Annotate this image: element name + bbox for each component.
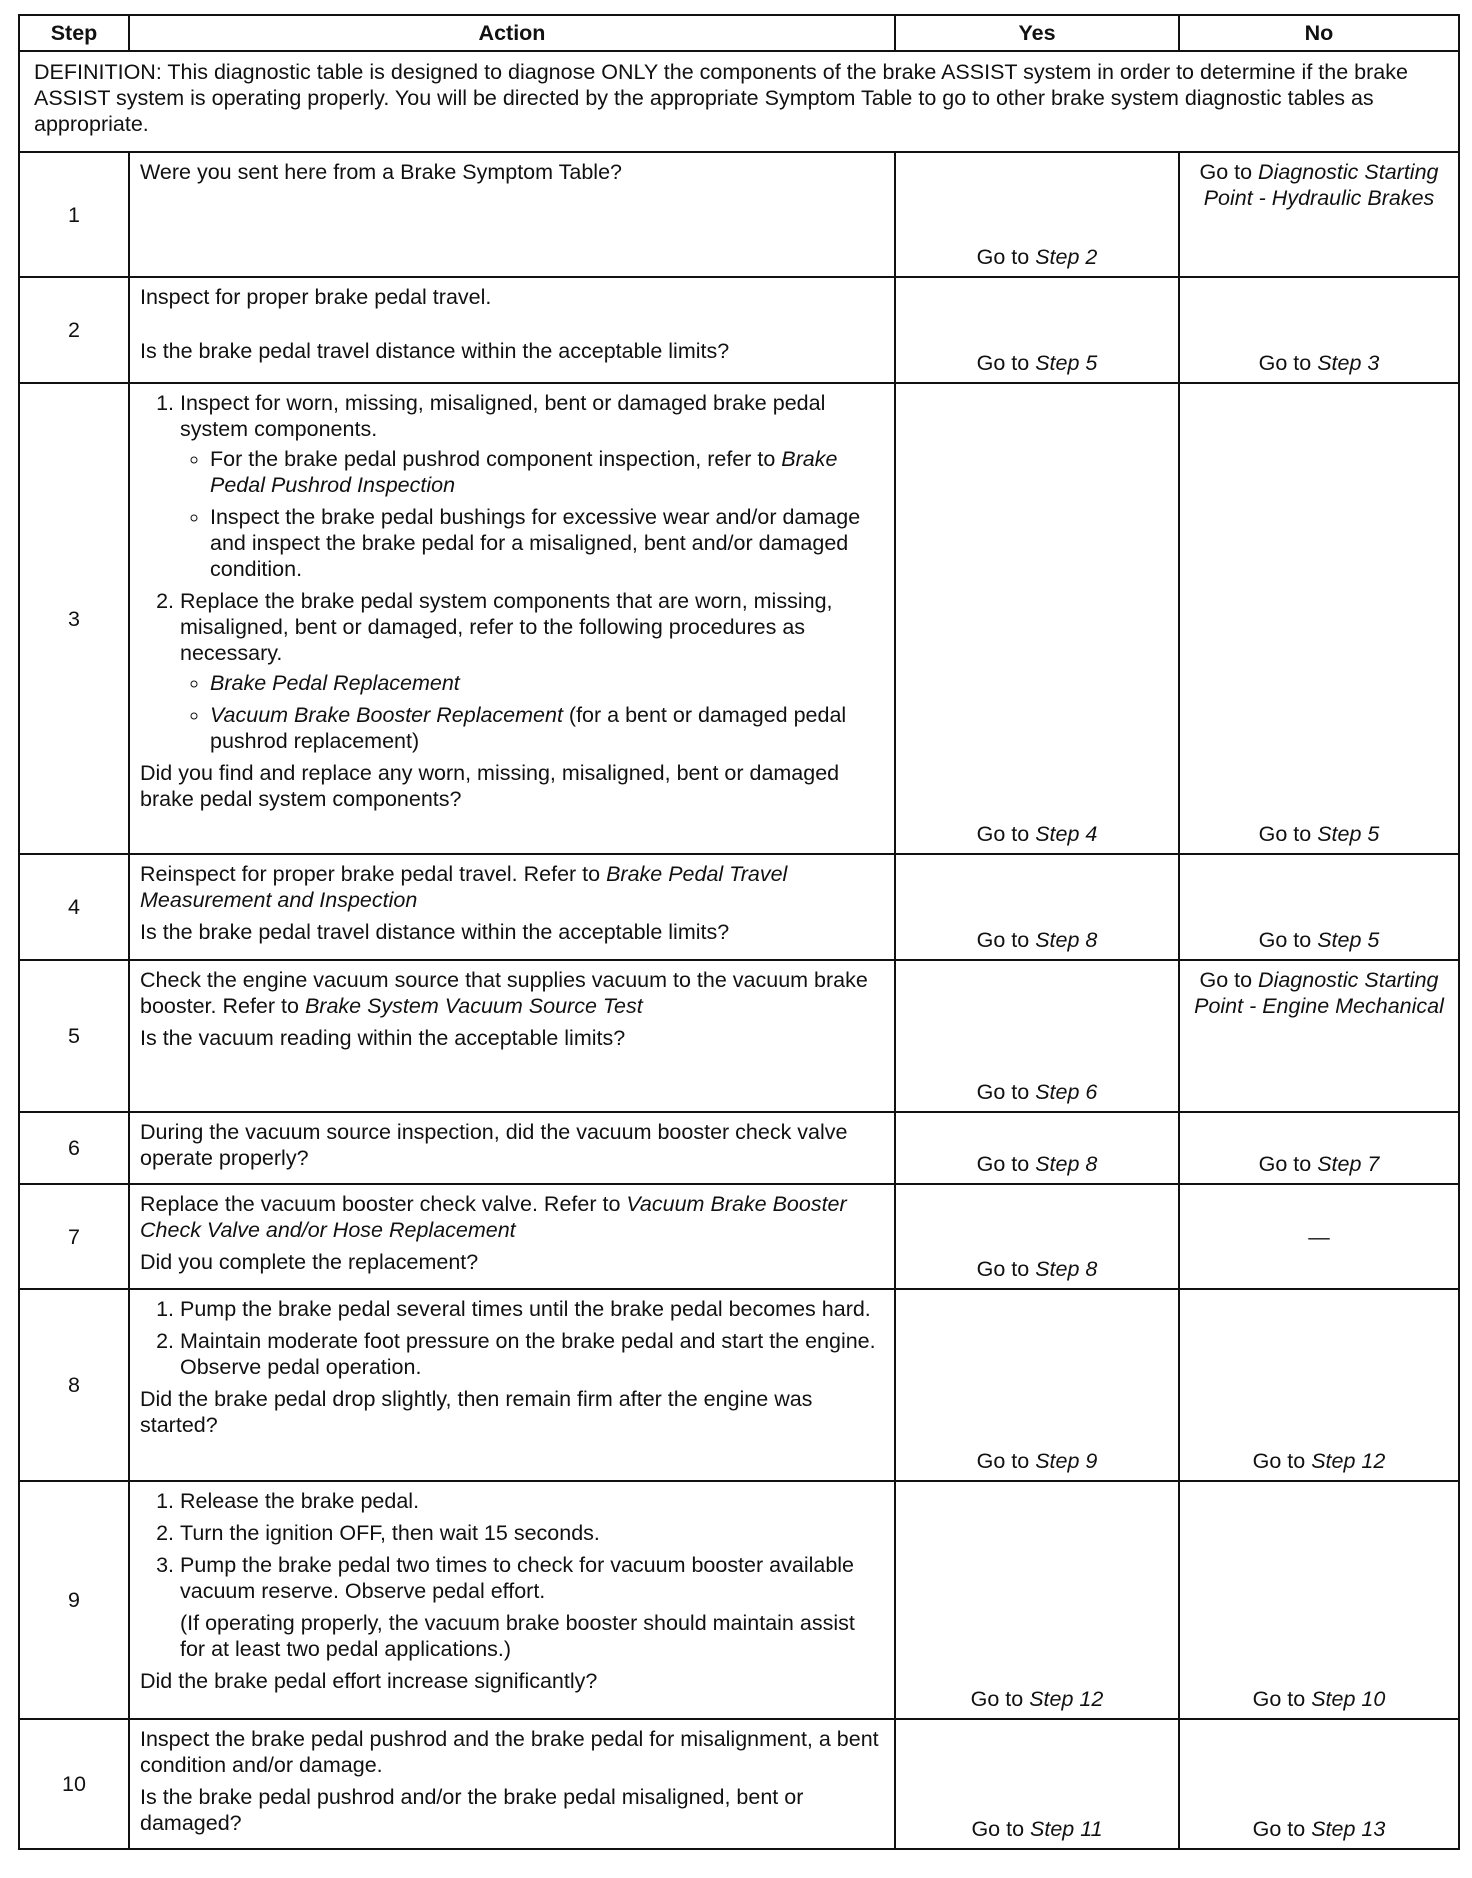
list-item: 2. Turn the ignition OFF, then wait 15 seconds. [180,1520,884,1546]
action [129,1184,895,1289]
yes-link[interactable]: Step 9 [1035,1449,1098,1473]
no-link[interactable]: Step 13 [1311,1817,1386,1841]
yes-cell: Go to Step 2 [895,152,1179,277]
action [129,1719,895,1849]
link[interactable]: Brake Pedal Replacement [210,671,460,695]
yes-cell: Go to Step 11 [895,1719,1179,1849]
link[interactable]: Brake System Vacuum Source Test [304,994,643,1018]
table-row [19,383,1459,854]
action-text: Inspect the brake pedal pushrod and the brake pedal for misalignment, a bent condition and/or damage. [140,1727,879,1777]
table-row [19,1112,1459,1184]
yes-link[interactable]: Step 6 [1035,1080,1098,1104]
step-number: 1 [19,152,129,277]
yes-link[interactable]: Step 4 [1035,822,1098,846]
no-link[interactable]: Step 7 [1317,1152,1380,1176]
yes-cell: Go to Step 12 [895,1481,1179,1719]
step-number: 10 [19,1719,129,1849]
step-number: 9 [19,1481,129,1719]
step-number: 2 [19,277,129,383]
no-cell: Go to Step 12 [1179,1289,1459,1481]
no-cell: Go to Step 5 [1179,854,1459,960]
step-number: 6 [19,1112,129,1184]
note: (If operating properly, the vacuum brake booster should maintain assist for at least two pedal applications.) [180,1611,855,1661]
question: Were you sent here from a Brake Symptom Table? [140,160,622,184]
question: Did you complete the replacement? [140,1250,479,1274]
list-item [210,670,884,696]
no-link[interactable]: Step 10 [1311,1687,1386,1711]
action [129,152,895,277]
steps-list [140,1488,884,1662]
list-item: ◦ Inspect the brake pedal bushings for excessive wear and/or damage and inspect the brake pedal for a misaligned, bent and/or damaged condition. [210,504,884,582]
definition: DEFINITION: This diagnostic table is designed to diagnose ONLY the components of the brake ASSIST system in order to determine if the brake ASSIST system is operating properly. You will be directed by the appropriate Symptom Table to go to other brake system diagnostic tables as appropriate. [19,51,1459,152]
step-number: 3 [19,383,129,854]
yes-link[interactable]: Step 2 [1035,245,1098,269]
question: During the vacuum source inspection, did the vacuum booster check valve operate properly? [140,1120,848,1170]
question: Did the brake pedal drop slightly, then remain firm after the engine was started? [140,1387,813,1437]
step-number: 5 [19,960,129,1112]
yes-cell: Go to Step 5 [895,277,1179,383]
table-row [19,152,1459,277]
header-step: Step [19,15,129,51]
list-item: ◦ For the brake pedal pushrod component inspection, refer to Brake Pedal Pushrod Inspection [210,446,884,498]
action [129,960,895,1112]
yes-cell: Go to Step 8 [895,1112,1179,1184]
table-row [19,1719,1459,1849]
action [129,277,895,383]
link[interactable]: Vacuum Brake Booster Check Valve and/or Hose Replacement [140,1192,847,1242]
list-item: 3. Pump the brake pedal two times to check for vacuum booster available vacuum reserve. Observe pedal effort. (If operating properly, the vacuum brake booster should maintain assist for at least two pedal applications.) [180,1552,884,1662]
step-number: 4 [19,854,129,960]
question: Did you find and replace any worn, missing, misaligned, bent or damaged brake pedal system components? [140,761,840,811]
definition-row [19,51,1459,152]
action [129,1112,895,1184]
step-number: 7 [19,1184,129,1289]
yes-cell: Go to Step 9 [895,1289,1179,1481]
yes-cell: Go to Step 4 [895,383,1179,854]
yes-link[interactable]: Step 11 [1030,1817,1103,1841]
action-text: Reinspect for proper brake pedal travel. Refer to Brake Pedal Travel Measurement and Inspection [140,862,788,912]
action-text: Check the engine vacuum source that supplies vacuum to the vacuum brake booster. Refer to Brake System Vacuum Source Test [140,968,868,1018]
table-row [19,960,1459,1112]
action [129,1289,895,1481]
action [129,1481,895,1719]
action [129,854,895,960]
no-cell: Go to Step 3 [1179,277,1459,383]
table-row [19,1184,1459,1289]
no-cell: Go to Step 7 [1179,1112,1459,1184]
steps-list [140,390,884,754]
question: Is the brake pedal travel distance within the acceptable limits? [140,339,730,363]
yes-link[interactable]: Step 5 [1035,351,1098,375]
yes-link[interactable]: Step 12 [1029,1687,1104,1711]
table-row [19,277,1459,383]
table-row [19,1289,1459,1481]
yes-link[interactable]: Step 8 [1035,1257,1098,1281]
question: Is the vacuum reading within the acceptable limits? [140,1026,626,1050]
action-text: Replace the vacuum booster check valve. Refer to Vacuum Brake Booster Check Valve and/or Hose Replacement [140,1192,847,1242]
link[interactable]: Brake Pedal Travel Measurement and Inspection [140,862,788,912]
yes-cell: Go to Step 6 [895,960,1179,1112]
step-number: 8 [19,1289,129,1481]
yes-cell: Go to Step 8 [895,1184,1179,1289]
yes-link[interactable]: Step 8 [1035,1152,1098,1176]
question: Is the brake pedal travel distance within the acceptable limits? [140,920,730,944]
yes-link[interactable]: Step 8 [1035,928,1098,952]
header-yes: Yes [895,15,1179,51]
list-item: 1. Release the brake pedal. [180,1488,884,1514]
no-cell: — [1179,1184,1459,1289]
question: Did the brake pedal effort increase significantly? [140,1669,598,1693]
list-item: 1. Pump the brake pedal several times until the brake pedal becomes hard. [180,1296,884,1322]
action [129,383,895,854]
no-cell: Go to Step 5 [1179,383,1459,854]
no-cell: Go to Step 13 [1179,1719,1459,1849]
no-link[interactable]: Step 12 [1311,1449,1386,1473]
table-row [19,1481,1459,1719]
no-cell: Go to Diagnostic Starting Point - Hydraulic Brakes [1179,152,1459,277]
list-item: 1. Inspect for worn, missing, misaligned, bent or damaged brake pedal system components. ◦ For the brake pedal pushrod component inspection, refer to Brake Pedal Pushrod Inspection ◦ Inspect the brake pedal bushings for excessive wear and/or damage and inspect the brake pedal for a misaligned, bent and/or damaged condition. [180,390,884,582]
diagnostic-table [18,14,1460,1850]
no-link[interactable]: Diagnostic Starting Point - Engine Mechanical [1194,968,1444,1018]
link[interactable]: Brake Pedal Pushrod Inspection [210,447,838,497]
header-no: No [1179,15,1459,51]
list-item: ◦ Vacuum Brake Booster Replacement (for a bent or damaged pedal pushrod replacement) [210,702,884,754]
table-row [19,854,1459,960]
question: Is the brake pedal pushrod and/or the brake pedal misaligned, bent or damaged? [140,1785,804,1835]
header-action: Action [129,15,895,51]
no-cell: Go to Diagnostic Starting Point - Engine Mechanical [1179,960,1459,1112]
no-link[interactable]: Diagnostic Starting Point - Hydraulic Brakes [1203,160,1439,210]
no-link[interactable]: Step 5 [1317,822,1380,846]
link[interactable]: Vacuum Brake Booster Replacement [210,703,563,727]
list-item: 2. Maintain moderate foot pressure on the brake pedal and start the engine. Observe pedal operation. [180,1328,884,1380]
action-text: Inspect for proper brake pedal travel. [140,285,492,309]
steps-list [140,1296,884,1380]
list-item: 2. Replace the brake pedal system components that are worn, missing, misaligned, bent or damaged, refer to the following procedures as necessary. ◦ Brake Pedal Replacement ◦ Vacuum Brake Booster Replacement (for a bent or damaged pedal pushrod replacement) [180,588,884,754]
no-link[interactable]: Step 5 [1317,928,1380,952]
header-row [19,15,1459,51]
no-cell: Go to Step 10 [1179,1481,1459,1719]
yes-cell: Go to Step 8 [895,854,1179,960]
no-link[interactable]: Step 3 [1317,351,1380,375]
